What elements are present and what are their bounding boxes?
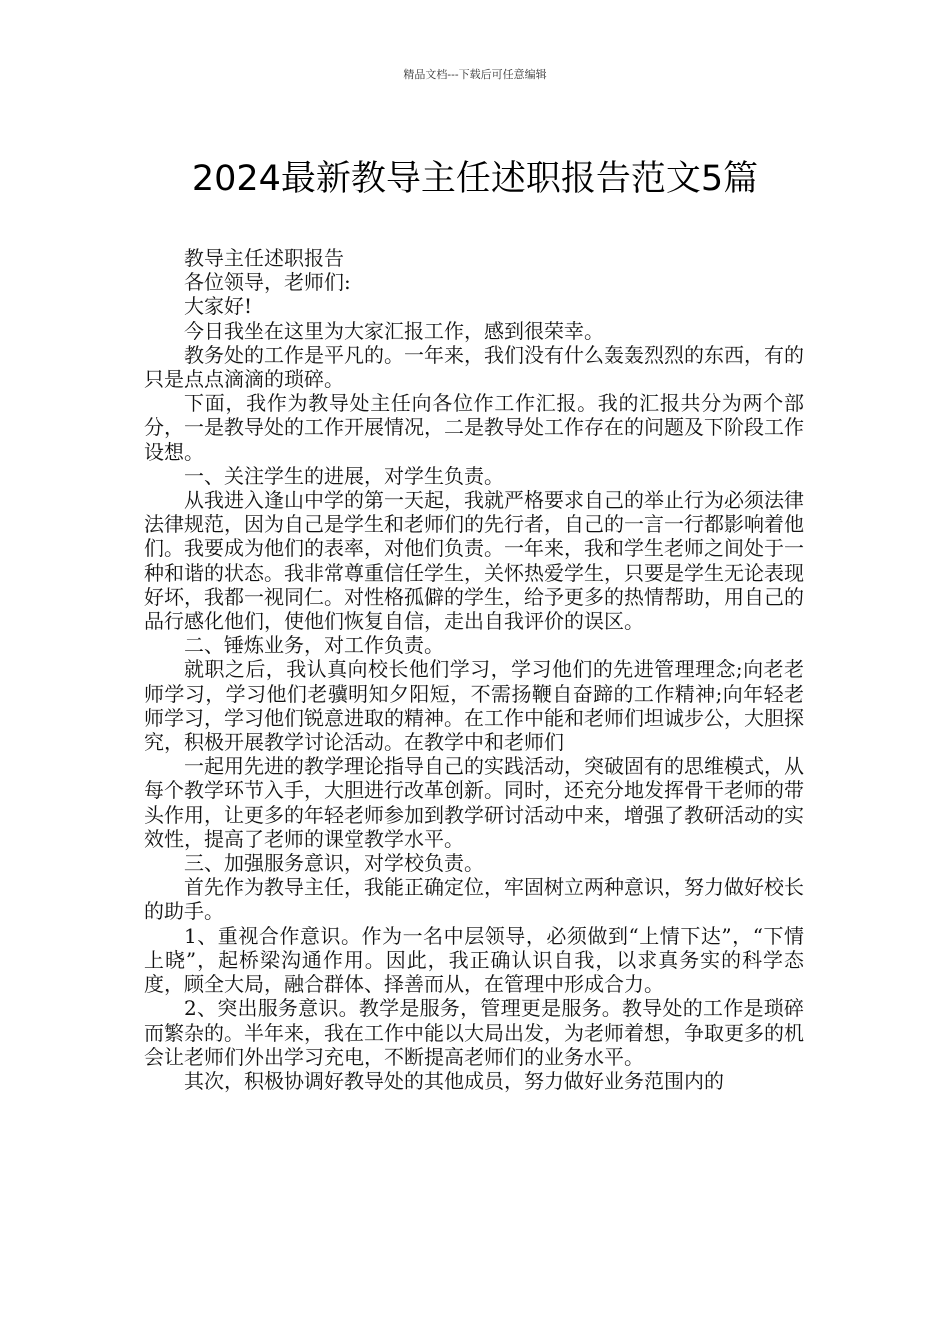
paragraph: 从我进入逢山中学的第一天起，我就严格要求自己的举止行为必须法律法律规范，因为自己是学生和老师们的先行者，自己的一言一行都影响着他们。我要成为他们的表率，对他们负责。一年来，我和学生老师之间处于一种和谐的状态。我非常尊重信任学生，关怀热爱学生，只要是学生无论表现好坏，我都一视同仁。对性格孤僻的学生，给予更多的热情帮助，用自己的品行感化他们，使他们恢复自信，走出自我评价的误区。 [144,488,804,634]
paragraph: 教导主任述职报告 [184,246,344,270]
paragraph: 各位领导，老师们: [184,270,351,295]
paragraph: 1、重视合作意识。作为一名中层领导，必须做到“上情下达”，“下情上晓”，起桥梁沟通作用。因此，我正确认识自我，以求真务实的科学态度，顾全大局，融合群体、择善而从，在管理中形成合力。 [144,923,804,997]
section-heading: 一、关注学生的进展，对学生负责。 [184,463,504,488]
header-note: 精品文档---下载后可任意编辑 [403,68,547,81]
paragraph: 2、突出服务意识。教学是服务，管理更是服务。教导处的工作是琐碎而繁杂的。半年来，我在工作中能以大局出发，为老师着想，争取更多的机会让老师们外出学习充电，不断提高老师们的业务水平。 [144,996,804,1069]
document-title: 2024最新教导主任述职报告范文5篇 [191,159,759,200]
paragraph: 一起用先进的教学理论指导自己的实践活动，突破固有的思维模式，从每个教学环节入手，大胆进行改革创新。同时，还充分地发挥骨干老师的带头作用，让更多的年轻老师参加到教学研讨活动中来，增强了教研活动的实效性，提高了老师的课堂教学水平。 [144,754,804,851]
paragraph: 教务处的工作是平凡的。一年来，我们没有什么轰轰烈烈的东西，有的只是点点滴滴的琐碎。 [144,342,804,392]
section-heading: 二、锤炼业务，对工作负责。 [184,633,444,658]
paragraph: 就职之后，我认真向校长他们学习，学习他们的先进管理理念;向老老师学习，学习他们老骥明知夕阳短，不需扬鞭自奋蹄的工作精神;向年轻老师学习，学习他们锐意进取的精神。在工作中能和老师们坦诚步公，大胆探究，积极开展教学讨论活动。在教学中和老师们 [144,657,804,755]
paragraph: 今日我坐在这里为大家汇报工作，感到很荣幸。 [184,318,604,343]
paragraph: 其次，积极协调好教导处的其他成员，努力做好业务范围内的 [184,1068,724,1093]
paragraph: 大家好! [184,294,253,319]
paragraph: 下面，我作为教导处主任向各位作工作汇报。我的汇报共分为两个部分，一是教导处的工作开展情况，二是教导处工作存在的问题及下阶段工作设想。 [144,391,804,464]
document-body [144,246,804,1093]
paragraph: 首先作为教导主任，我能正确定位，牢固树立两种意识，努力做好校长的助手。 [144,875,804,924]
section-heading: 三、加强服务意识，对学校负责。 [184,851,484,876]
